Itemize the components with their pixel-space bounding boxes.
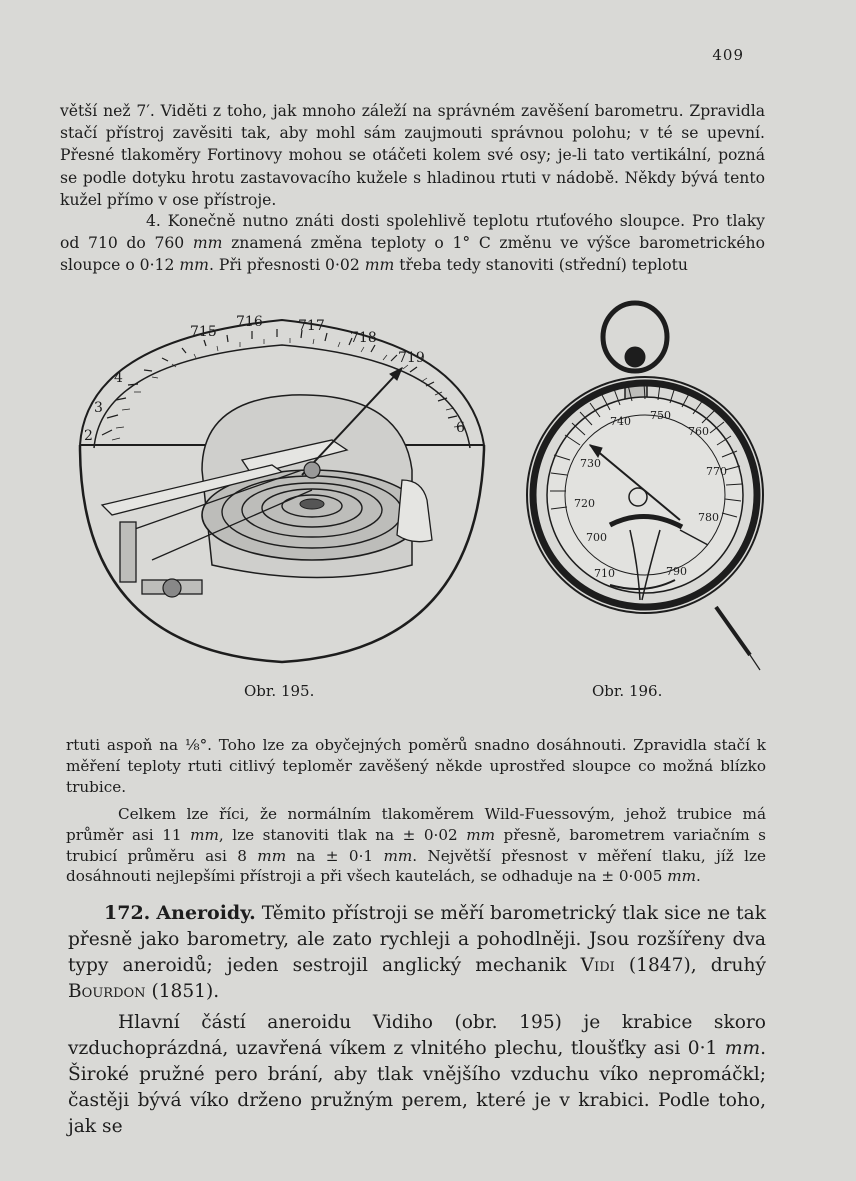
dial-label: 720 xyxy=(574,497,595,510)
section-aneroids: 172. Aneroidy. Těmito přístroji se měří barometrický tlak sice ne tak přesně jako barometry, ale zato rychleji a pohodlněji. Jsou rozšířeny dva typy aneroidů; jeden sestrojil anglický mechanik Vidi (1847), druhý Bourdon (1851). xyxy=(68,902,767,1002)
paragraph-barometer-suspension: větší než 7′. Viděti z toho, jak mnoho záleží na správném zavěšení barometru. Zpravidla stačí přístroj zavěsiti tak, aby mohl sám zaujmouti správnou polohu; v té se upevní. Přesné tlakoměry Fortinovy mohou se otáčeti kolem své osy; je-li tato vertikální, pozná se podle dotyku hrotu zastavovacího kužele s hladinou rtuti v nádobě. Někdy bývá tento kužel přímo v ose přístroje. xyxy=(60,102,765,209)
scale-label: 715 xyxy=(190,324,217,340)
scale-label: 4 xyxy=(114,370,123,386)
figure-195-caption: Obr. 195. xyxy=(244,682,315,700)
figure-196-bourdon-dial xyxy=(510,295,780,680)
dial-label: 760 xyxy=(688,425,709,438)
scale-label: 3 xyxy=(94,400,103,416)
scale-label: 2 xyxy=(84,428,93,444)
dial-label: 780 xyxy=(698,511,719,524)
figure-195-aneroid-mechanism xyxy=(72,300,492,670)
scale-label: 6 xyxy=(456,420,465,436)
dial-label: 740 xyxy=(610,415,631,428)
paragraph-vidi-aneroid: Hlavní částí aneroidu Vidiho (obr. 195) je krabice skoro vzduchoprázdná, uzavřená víkem z vlnitého plechu, tloušťky asi 0·1 mm. Široké pružné pero brání, aby tlak vnějšího vzduchu víko nepromáčkl; častěji bývá víko drženo pružným perem, které je v krabici. Podle toho, jak se xyxy=(68,1012,766,1137)
dial-label: 770 xyxy=(706,465,727,478)
dial-label: 710 xyxy=(594,567,615,580)
section-title: Aneroidy. xyxy=(156,902,256,924)
dial-label: 790 xyxy=(666,565,687,578)
scale-label: 717 xyxy=(298,318,325,334)
section-number: 172. xyxy=(104,902,151,924)
scale-label: 719 xyxy=(398,350,425,366)
scale-label: 716 xyxy=(236,314,263,330)
dial-label: 730 xyxy=(580,457,601,470)
paragraph-precision: Celkem lze říci, že normálním tlakoměrem Wild-Fuessovým, jehož trubice má průměr asi 11 mm, lze stanoviti tlak na ± 0·02 mm přesně, barometrem variačním s trubicí průměru asi 8 mm na ± 0·1 mm. Největší přesnost v měření tlaku, jíž lze dosáhnouti nejlepšími přístroji a při všech kautelách, se odhaduje na ± 0·005 mm. xyxy=(66,805,766,886)
dial-label: 750 xyxy=(650,409,671,422)
dial-label: 700 xyxy=(586,531,607,544)
paragraph-mercury-temperature: 4. Konečně nutno znáti dosti spolehlivě teplotu rtuťového sloupce. Pro tlaky od 710 do 760 mm znamená změna teploty o 1° C změnu ve výšce barometrického sloupce o 0·12 mm. Při přesnosti 0·02 mm třeba tedy stanoviti (střední) teplotu xyxy=(60,212,765,275)
paragraph-thermometer: rtuti aspoň na ⅛°. Toho lze za obyčejných poměrů snadno dosáhnouti. Zpravidla stačí k měření teploty rtuti citlivý teploměr zavěšený někde uprostřed sloupce co možná blízko trubice. xyxy=(66,736,766,796)
figure-196-caption: Obr. 196. xyxy=(592,682,663,700)
page-number: 409 xyxy=(712,46,744,64)
scale-label: 718 xyxy=(350,330,377,346)
